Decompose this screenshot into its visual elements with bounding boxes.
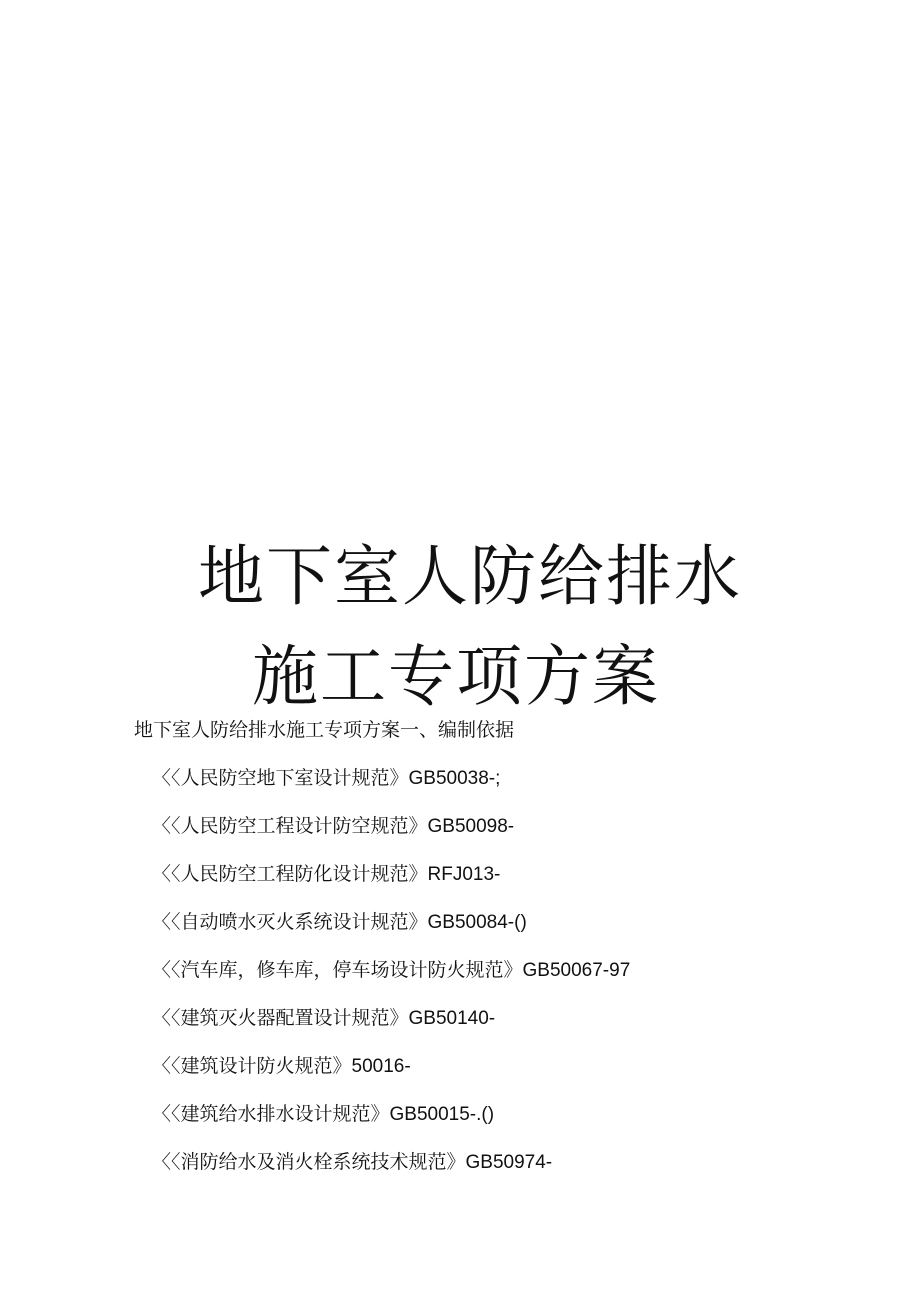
reference-item bbox=[152, 814, 630, 862]
reference-name: 〈〈人民防空地下室设计规范》 bbox=[152, 767, 409, 789]
reference-code: GB50140- bbox=[408, 1008, 496, 1029]
reference-list bbox=[152, 766, 630, 1198]
reference-item bbox=[152, 862, 630, 910]
reference-name: 〈〈人民防空工程防化设计规范》 bbox=[152, 863, 428, 885]
reference-code: GB50974- bbox=[465, 1152, 553, 1173]
reference-name: 〈〈人民防空工程设计防空规范》 bbox=[152, 815, 428, 837]
reference-name: 〈〈建筑设计防火规范》 bbox=[152, 1055, 352, 1077]
reference-item bbox=[152, 1054, 630, 1102]
reference-code: GB50015-.() bbox=[389, 1104, 495, 1125]
reference-code: RFJ013- bbox=[427, 864, 501, 885]
reference-item bbox=[152, 1006, 630, 1054]
reference-code: GB50098- bbox=[427, 816, 515, 837]
reference-item bbox=[152, 958, 630, 1006]
reference-name: 〈〈建筑灭火器配置设计规范》 bbox=[152, 1007, 409, 1029]
reference-name: 〈〈汽车库，修车库，停车场设计防火规范》 bbox=[152, 959, 523, 981]
reference-code: GB50084-() bbox=[427, 912, 527, 933]
reference-name: 〈〈消防给水及消火栓系统技术规范》 bbox=[152, 1151, 466, 1173]
section-heading: 地下室人防给排水施工专项方案一、编制依据 bbox=[134, 719, 515, 741]
reference-item bbox=[152, 1150, 630, 1198]
reference-name: 〈〈建筑给水排水设计规范》 bbox=[152, 1103, 390, 1125]
reference-item bbox=[152, 766, 630, 814]
reference-code: GB50038-; bbox=[408, 768, 501, 789]
reference-item bbox=[152, 1102, 630, 1150]
reference-code: GB50067-97 bbox=[522, 960, 631, 981]
reference-code: 50016- bbox=[351, 1056, 411, 1077]
document-title-line-1: 地下室人防给排水 bbox=[198, 538, 742, 615]
reference-item bbox=[152, 910, 630, 958]
document-title-line-2: 施工专项方案 bbox=[252, 638, 660, 715]
reference-name: 〈〈自动喷水灭火系统设计规范》 bbox=[152, 911, 428, 933]
